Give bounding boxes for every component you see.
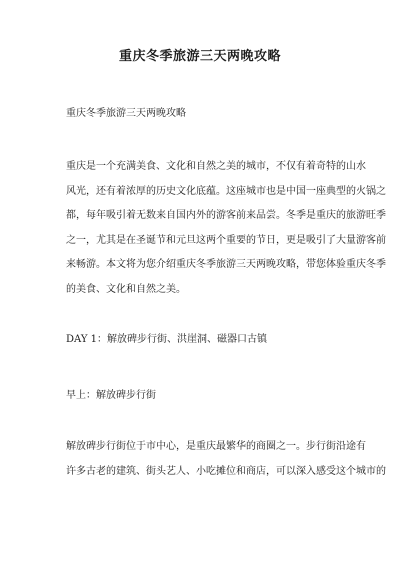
morning-heading: 早上：解放碑步行街 bbox=[66, 390, 156, 401]
intro-line: 来畅游。本文将为您介绍重庆冬季旅游三天两晚攻略，带您体验重庆冬季 bbox=[66, 259, 386, 270]
intro-paragraph bbox=[66, 155, 386, 302]
document-subtitle: 重庆冬季旅游三天两晚攻略 bbox=[66, 108, 186, 119]
morning-line: 解放碑步行街位于市中心，是重庆最繁华的商圈之一。步行街沿途有 bbox=[66, 441, 366, 452]
intro-line: 之一，尤其是在圣诞节和元旦这两个重要的节日，更是吸引了大量游客前 bbox=[66, 234, 386, 246]
day1-heading: DAY 1：解放碑步行街、洪崖洞、磁器口古镇 bbox=[66, 334, 267, 345]
intro-line: 都，每年吸引着无数来自国内外的游客前来品尝。冬季是重庆的旅游旺季 bbox=[66, 210, 386, 221]
morning-paragraph bbox=[66, 435, 386, 484]
intro-line: 重庆是一个充满美食、文化和自然之美的城市，不仅有着奇特的山水 bbox=[66, 161, 366, 172]
intro-line: 的美食、文化和自然之美。 bbox=[66, 283, 186, 295]
document-title: 重庆冬季旅游三天两晚攻略 bbox=[118, 49, 281, 64]
morning-line: 许多古老的建筑、街头艺人、小吃摊位和商店，可以深入感受这个城市的 bbox=[66, 465, 386, 477]
intro-line: 风光，还有着浓厚的历史文化底蕴。这座城市也是中国一座典型的火锅之 bbox=[66, 185, 386, 197]
